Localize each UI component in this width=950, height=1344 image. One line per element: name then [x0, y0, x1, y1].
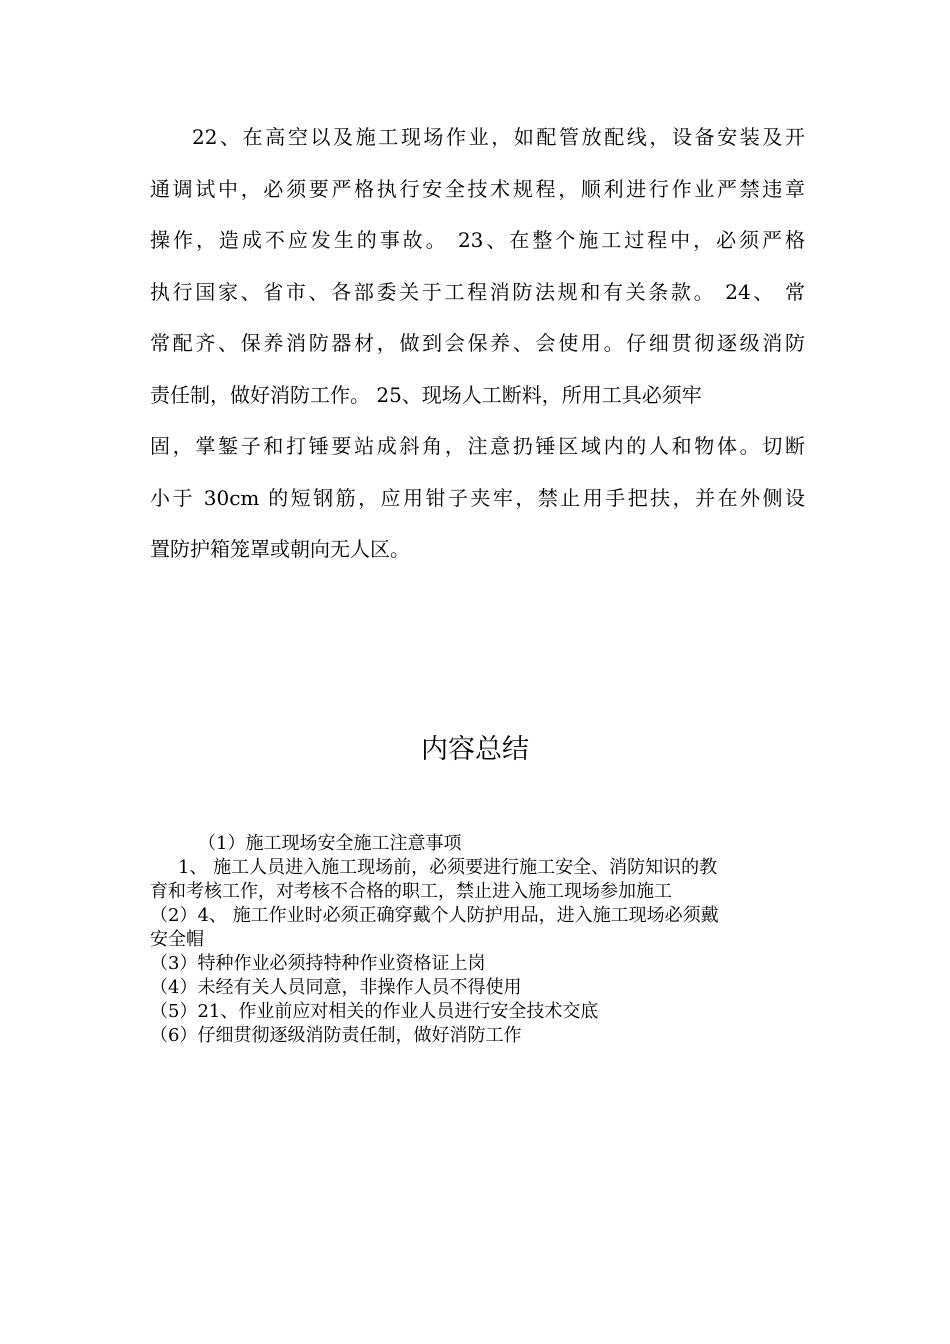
summary-line: （2）4、 施工作业时必须正确穿戴个人防护用品，进入施工现场必须戴: [150, 905, 719, 926]
summary-line: （6）仔细贯彻逐级消防责任制，做好消防工作: [150, 1025, 522, 1046]
paragraph-line: 执行国家、省市、各部委关于工程消防法规和有关条款。 24、 常: [150, 279, 805, 304]
summary-line: （3）特种作业必须持特种作业资格证上岗: [150, 953, 486, 974]
summary-line: 1、 施工人员进入施工现场前，必须要进行施工安全、消防知识的教: [178, 857, 718, 878]
summary-line: （5）21、作业前应对相关的作业人员进行安全技术交底: [150, 1001, 599, 1022]
paragraph-line: 22、在高空以及施工现场作业，如配管放配线，设备安装及开: [192, 125, 805, 149]
paragraph-line: 置防护箱笼罩或朝向无人区。: [150, 537, 410, 561]
paragraph-line: 操作，造成不应发生的事故。 23、在整个施工过程中，必须严格: [150, 228, 805, 252]
summary-line: （1）施工现场安全施工注意事项: [198, 833, 462, 854]
summary-section: [150, 832, 805, 1048]
summary-line: 安全帽: [150, 929, 204, 950]
summary-line: （4）未经有关人员同意，非操作人员不得使用: [150, 977, 522, 998]
paragraph-line: 小于 30cm 的短钢筋，应用钳子夹牢，禁止用手把扶，并在外侧设: [150, 485, 805, 510]
summary-line: 育和考核工作，对考核不合格的职工，禁止进入施工现场参加施工: [150, 881, 672, 902]
paragraph-line: 常配齐、保养消防器材，做到会保养、会使用。仔细贯彻逐级消防: [150, 331, 805, 355]
body-paragraph: [150, 112, 805, 576]
paragraph-line: 责任制，做好消防工作。 25、现场人工断料，所用工具必须牢: [150, 382, 702, 407]
paragraph-line: 固，掌錾子和打锤要站成斜角，注意扔锤区域内的人和物体。切断: [150, 434, 805, 458]
summary-title: 内容总结: [421, 734, 529, 765]
paragraph-line: 通调试中，必须要严格执行安全技术规程，顺利进行作业严禁违章: [150, 176, 805, 201]
